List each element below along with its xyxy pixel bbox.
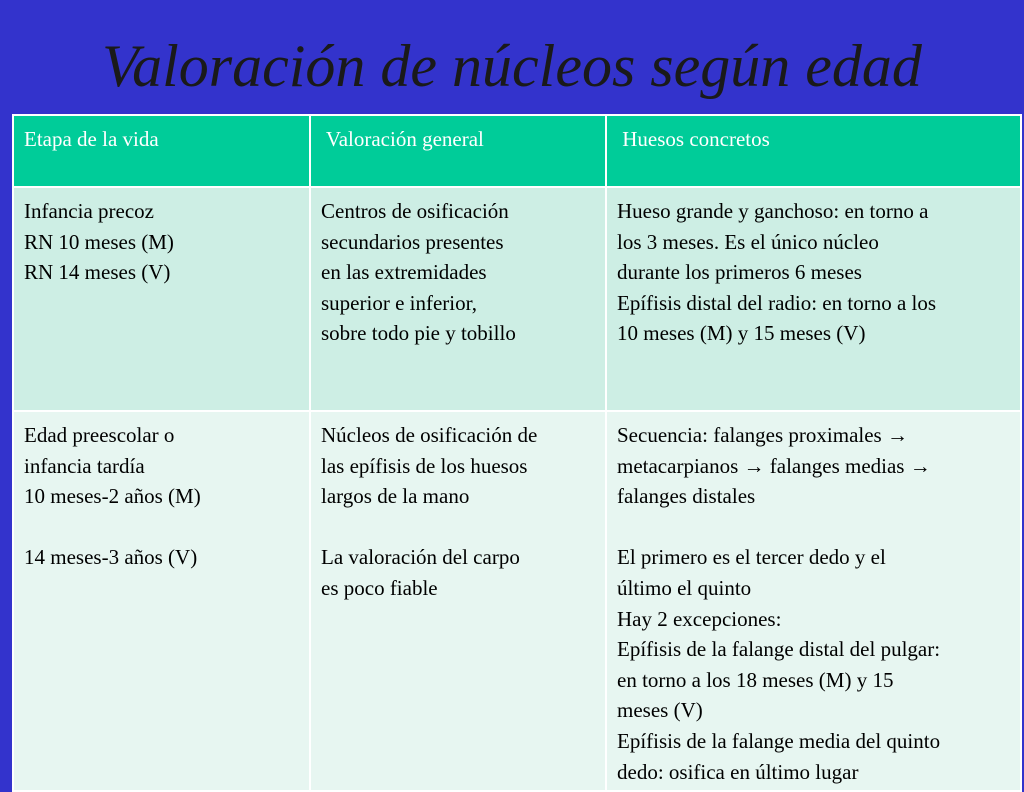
cell-stage [13, 187, 310, 411]
cell-line: 14 meses-3 años (V) [24, 545, 198, 570]
cell-line: El primero es el tercer dedo y el [617, 545, 886, 570]
cell-line: falanges distales [617, 484, 756, 509]
cell-general [310, 187, 606, 411]
cell-stage [13, 411, 310, 791]
cell-general [310, 411, 606, 791]
header-stage: Etapa de la vida [13, 115, 310, 187]
cell-line: RN 14 meses (V) [24, 260, 171, 285]
cell-line: secundarios presentes [321, 229, 504, 254]
cell-line: Hueso grande y ganchoso: en torno a [617, 199, 929, 223]
cell-line: Epífisis distal del radio: en torno a los [617, 290, 937, 315]
table-row [13, 187, 1021, 411]
cell-line: Edad preescolar o [24, 423, 175, 447]
cell-line: en las extremidades [321, 260, 487, 285]
cell-line: metacarpianos → falanges medias → [617, 453, 931, 478]
cell-line: 10 meses-2 años (M) [24, 484, 201, 509]
cell-bones [606, 187, 1021, 411]
cell-line: los 3 meses. Es el único núcleo [617, 229, 879, 254]
cell-line: superior e inferior, [321, 290, 478, 315]
cell-line: las epífisis de los huesos [321, 453, 528, 478]
table-row [13, 411, 1021, 791]
cell-line [617, 512, 1012, 543]
cell-line: sobre todo pie y tobillo [321, 321, 516, 346]
cell-line: Epífisis de la falange media del quinto [617, 728, 941, 753]
slide-title: Valoración de núcleos según edad [102, 33, 922, 99]
cell-line: en torno a los 18 meses (M) y 15 [617, 667, 894, 692]
cell-line: dedo: osifica en último lugar [617, 759, 859, 784]
cell-line: infancia tardía [24, 453, 145, 478]
cell-line: RN 10 meses (M) [24, 229, 174, 254]
cell-line: Núcleos de osificación de [321, 423, 538, 447]
cell-line: es poco fiable [321, 575, 438, 600]
cell-line: Hay 2 excepciones: [617, 606, 782, 631]
bone-nuclei-table [12, 114, 1022, 792]
cell-line: largos de la mano [321, 484, 470, 509]
cell-line [24, 512, 301, 543]
header-bones: Huesos concretos [606, 115, 1021, 187]
cell-line: 10 meses (M) y 15 meses (V) [617, 321, 866, 346]
cell-line: Secuencia: falanges proximales → [617, 423, 908, 447]
cell-line: Infancia precoz [24, 199, 154, 223]
cell-line: durante los primeros 6 meses [617, 260, 862, 285]
cell-line [321, 512, 597, 543]
cell-line: Centros de osificación [321, 199, 509, 223]
cell-line: meses (V) [617, 698, 703, 723]
cell-line: último el quinto [617, 575, 752, 600]
cell-line: Epífisis de la falange distal del pulgar: [617, 637, 941, 662]
table-header-row [13, 115, 1021, 187]
cell-bones [606, 411, 1021, 791]
cell-line: La valoración del carpo [321, 545, 520, 570]
header-general: Valoración general [310, 115, 606, 187]
